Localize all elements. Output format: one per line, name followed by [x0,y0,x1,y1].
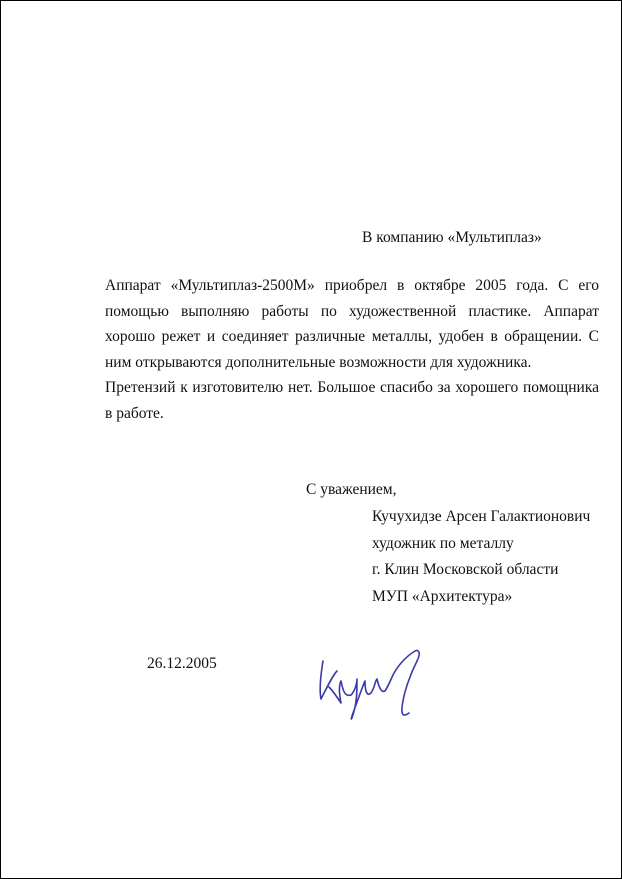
signer-location: г. Клин Московской области [372,561,559,578]
closing-line: С уважением, [306,481,397,498]
letter-body [105,273,599,426]
signer-title: художник по металлу [372,534,514,552]
signer-organization: МУП «Архитектура» [372,587,513,605]
signer-block [372,504,590,610]
addressee-line: В компанию «Мультиплаз» [362,229,542,246]
body-paragraph-2: Претензий к изготовителю нет. Большое спасибо за хорошего помощника в работе. [105,379,599,422]
signer-name: Кучухидзе Арсен Галактионович [372,508,591,525]
letter-date: 26.12.2005 [147,655,217,672]
handwritten-signature [309,641,427,726]
signature-stroke [320,650,419,719]
body-paragraph-1: Аппарат «Мультиплаз-2500М» приобрел в октябре 2005 года. С его помощью выполняю работы по художественной пластике. Аппарат хорошо режет и соединяет различные металлы, удобен в обращении. С ним открываются дополнительные возможности для художника. [105,277,599,371]
